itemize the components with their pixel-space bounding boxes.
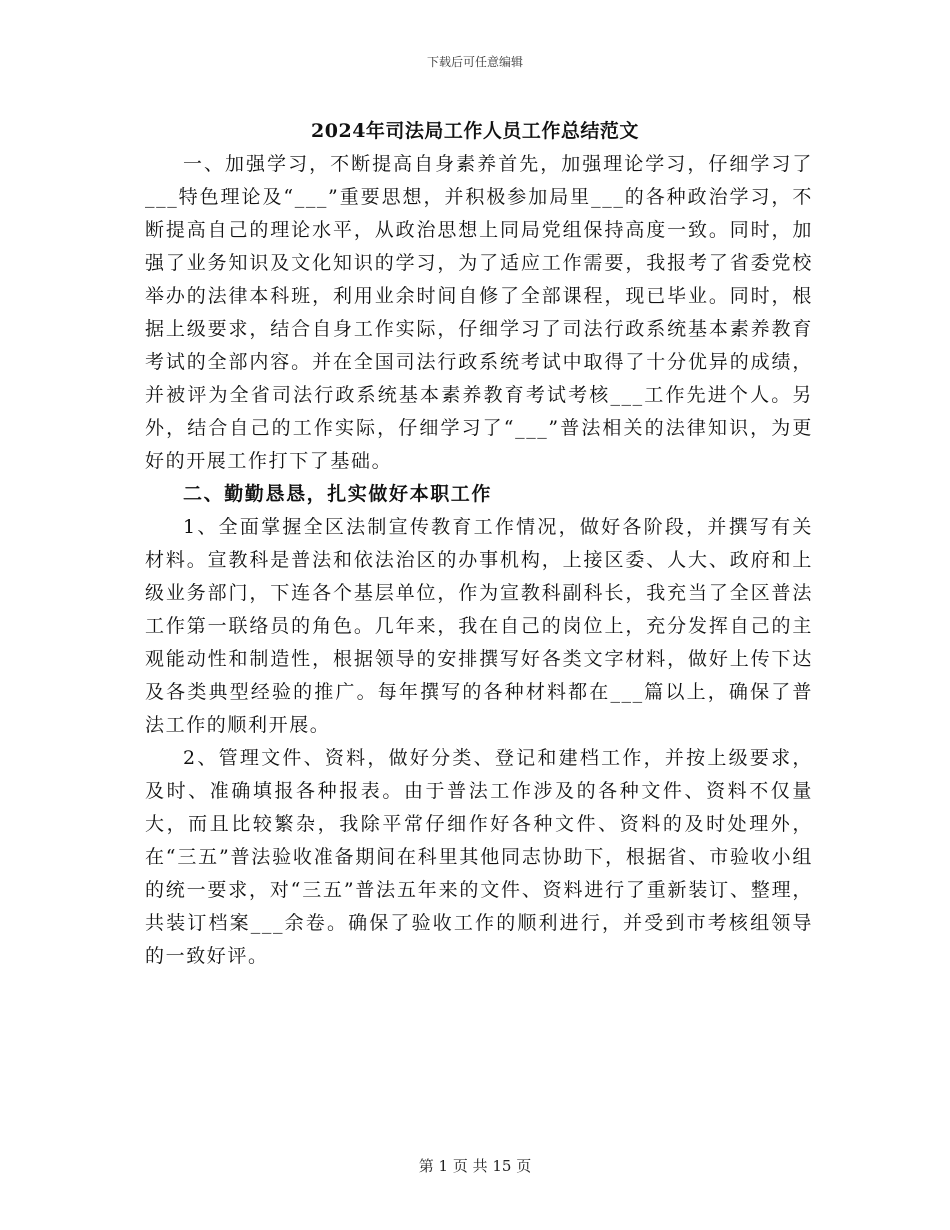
document-body — [145, 148, 813, 973]
document-title: 2024年司法局工作人员工作总结范文 — [311, 120, 639, 142]
section-heading-duty: 二、勤勤恳恳，扎实做好本职工作 — [183, 483, 493, 505]
paragraph-file-management: 2、管理文件、资料，做好分类、登记和建档工作，并按上级要求，及时、准确填报各种报表。由于普法工作涉及的各种文件、资料不仅量大，而且比较繁杂，我除平常仔细作好各种文件、资料的及时处理外，在“三五”普法验收准备期间在科里其他同志协助下，根据省、市验收小组的统一要求，对“三五”普法五年来的文件、资料进行了重新装订、整理，共装订档案___余卷。确保了验收工作的顺利进行，并受到市考核组领导的一致好评。 — [145, 747, 813, 967]
page-header: 下载后可任意编辑 — [426, 55, 523, 69]
paragraph-study: 一、加强学习，不断提高自身素养首先，加强理论学习，仔细学习了___特色理论及“___”重要思想，并积极参加局里___的各种政治学习，不断提高自己的理论水平，从政治思想上同局党组保持高度一致。同时，加强了业务知识及文化知识的学习，为了适应工作需要，我报考了省委党校举办的法律本科班，利用业余时间自修了全部课程，现已毕业。同时，根据上级要求，结合自身工作实际，仔细学习了司法行政系统基本素养教育考试的全部内容。并在全国司法行政系统考试中取得了十分优异的成绩，并被评为全省司法行政系统基本素养教育考试考核___工作先进个人。另外，结合自己的工作实际，仔细学习了“___”普法相关的法律知识，为更好的开展工作打下了基础。 — [145, 153, 813, 472]
paragraph-legal-education: 1、全面掌握全区法制宣传教育工作情况，做好各阶段，并撰写有关材料。宣教科是普法和依法治区的办事机构，上接区委、人大、政府和上级业务部门，下连各个基层单位，作为宣教科副科长，我充当了全区普法工作第一联络员的角色。几年来，我在自己的岗位上，充分发挥自己的主观能动性和制造性，根据领导的安排撰写好各类文字材料，做好上传下达及各类典型经验的推广。每年撰写的各种材料都在___篇以上，确保了普法工作的顺利开展。 — [145, 516, 813, 736]
page-number: 第 1 页 共 15 页 — [418, 1157, 532, 1175]
